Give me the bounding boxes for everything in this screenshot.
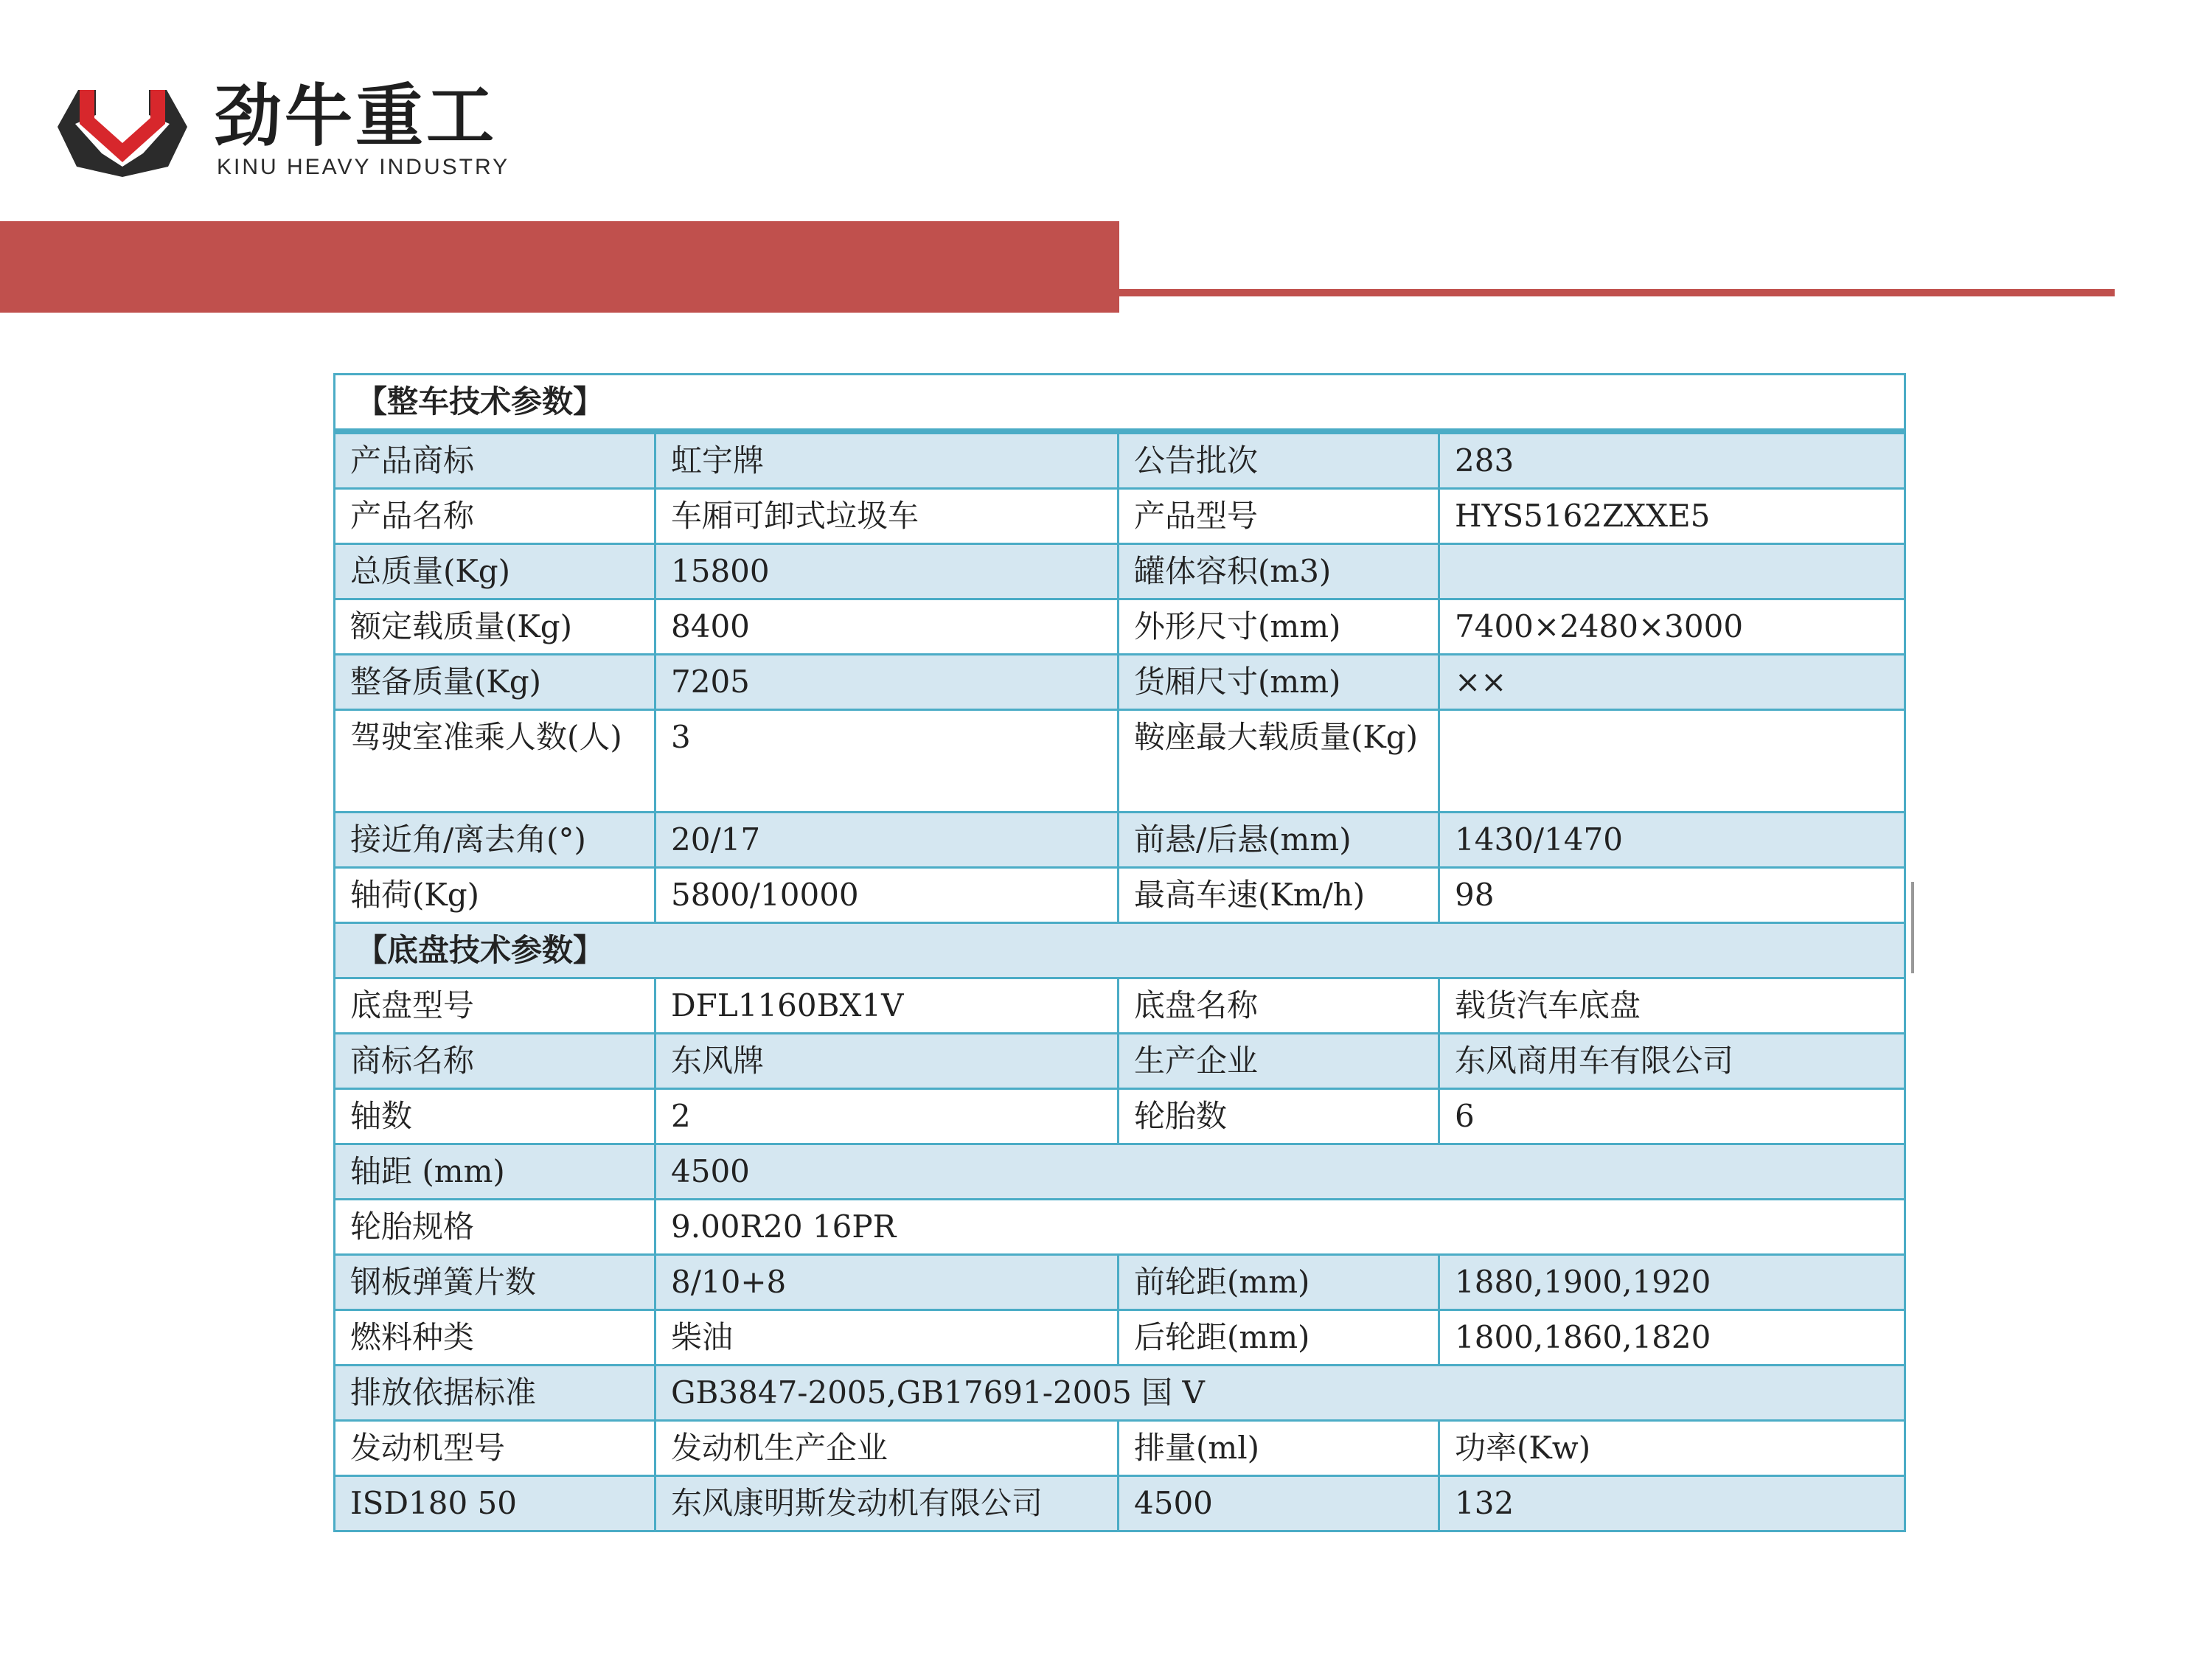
param-value: ISD180 50 (335, 1476, 655, 1531)
company-logo (58, 77, 544, 190)
param-value: 东风商用车有限公司 (1439, 1034, 1905, 1089)
param-label: 公告批次 (1119, 431, 1439, 489)
param-label: 排量(ml) (1119, 1421, 1439, 1476)
table-row (335, 1366, 1905, 1421)
param-label: 产品名称 (335, 489, 655, 544)
param-label: 底盘名称 (1119, 978, 1439, 1034)
param-value: 98 (1439, 868, 1905, 923)
table-row (335, 710, 1905, 813)
param-label: 轴距 (mm) (335, 1144, 655, 1200)
kinu-bull-logo-icon (58, 80, 187, 177)
param-value: 7205 (655, 655, 1119, 710)
param-label: 总质量(Kg) (335, 544, 655, 599)
table-row (335, 544, 1905, 599)
param-value: 283 (1439, 431, 1905, 489)
table-row (335, 655, 1905, 710)
param-label: 商标名称 (335, 1034, 655, 1089)
param-label: 轮胎数 (1119, 1089, 1439, 1144)
spec-table (333, 373, 1906, 1532)
company-name-cn: 劲牛重工 (214, 77, 498, 156)
param-label: 生产企业 (1119, 1034, 1439, 1089)
table-row (335, 868, 1905, 923)
param-value: 虹宇牌 (655, 431, 1119, 489)
param-value: 4500 (1119, 1476, 1439, 1531)
param-value: HYS5162ZXXE5 (1439, 489, 1905, 544)
param-label: 货厢尺寸(mm) (1119, 655, 1439, 710)
param-value: 柴油 (655, 1310, 1119, 1366)
table-row (335, 1034, 1905, 1089)
param-label: 燃料种类 (335, 1310, 655, 1366)
table-row (335, 978, 1905, 1034)
param-label: 前轮距(mm) (1119, 1255, 1439, 1310)
param-value: DFL1160BX1V (655, 978, 1119, 1034)
company-name-en: KINU HEAVY INDUSTRY (217, 155, 510, 179)
param-label: 驾驶室准乘人数(人) (335, 710, 655, 813)
param-value: 6 (1439, 1089, 1905, 1144)
param-value: 132 (1439, 1476, 1905, 1531)
param-value: 1880,1900,1920 (1439, 1255, 1905, 1310)
param-value: 20/17 (655, 813, 1119, 868)
param-label: 排放依据标准 (335, 1366, 655, 1421)
param-value: 车厢可卸式垃圾车 (655, 489, 1119, 544)
param-label: 接近角/离去角(°) (335, 813, 655, 868)
table-row (335, 1310, 1905, 1366)
param-value: 载货汽车底盘 (1439, 978, 1905, 1034)
param-label: 功率(Kw) (1439, 1421, 1905, 1476)
param-value: 东风康明斯发动机有限公司 (655, 1476, 1119, 1531)
param-value: 8/10+8 (655, 1255, 1119, 1310)
table-row (335, 1200, 1905, 1255)
section-header-chassis (335, 923, 1905, 978)
param-label: 最高车速(Km/h) (1119, 868, 1439, 923)
param-label: 底盘型号 (335, 978, 655, 1034)
param-value: ×× (1439, 655, 1905, 710)
param-label: 发动机型号 (335, 1421, 655, 1476)
param-label: 罐体容积(m3) (1119, 544, 1439, 599)
param-value: 9.00R20 16PR (655, 1200, 1905, 1255)
param-value: 1430/1470 (1439, 813, 1905, 868)
param-label: 后轮距(mm) (1119, 1310, 1439, 1366)
param-label: 额定载质量(Kg) (335, 599, 655, 655)
table-row (335, 813, 1905, 868)
param-value (1439, 544, 1905, 599)
param-label: 外形尺寸(mm) (1119, 599, 1439, 655)
section-title: 【底盘技术参数】 (335, 923, 1905, 978)
param-label: 发动机生产企业 (655, 1421, 1119, 1476)
table-row (335, 1421, 1905, 1476)
param-label: 产品商标 (335, 431, 655, 489)
param-value: GB3847-2005,GB17691-2005 国 V (655, 1366, 1905, 1421)
param-value: 3 (655, 710, 1119, 813)
table-row (335, 431, 1905, 489)
table-row (335, 1255, 1905, 1310)
section-title: 【整车技术参数】 (335, 375, 1905, 432)
param-value (1439, 710, 1905, 813)
param-label: 轴数 (335, 1089, 655, 1144)
table-row (335, 489, 1905, 544)
param-value: 东风牌 (655, 1034, 1119, 1089)
param-label: 产品型号 (1119, 489, 1439, 544)
param-label: 轮胎规格 (335, 1200, 655, 1255)
param-value: 4500 (655, 1144, 1905, 1200)
table-row (335, 1089, 1905, 1144)
param-label: 鞍座最大载质量(Kg) (1119, 710, 1439, 813)
param-value: 1800,1860,1820 (1439, 1310, 1905, 1366)
table-row (335, 1144, 1905, 1200)
scrollbar-marker (1911, 882, 1914, 973)
param-value: 2 (655, 1089, 1119, 1144)
param-value: 7400×2480×3000 (1439, 599, 1905, 655)
table-row (335, 1476, 1905, 1531)
section-header-vehicle (335, 375, 1905, 432)
param-value: 5800/10000 (655, 868, 1119, 923)
param-value: 15800 (655, 544, 1119, 599)
param-value: 8400 (655, 599, 1119, 655)
header-red-line (1119, 289, 2115, 296)
header-red-band (0, 221, 1119, 313)
param-label: 整备质量(Kg) (335, 655, 655, 710)
param-label: 前悬/后悬(mm) (1119, 813, 1439, 868)
param-label: 钢板弹簧片数 (335, 1255, 655, 1310)
param-label: 轴荷(Kg) (335, 868, 655, 923)
table-row (335, 599, 1905, 655)
